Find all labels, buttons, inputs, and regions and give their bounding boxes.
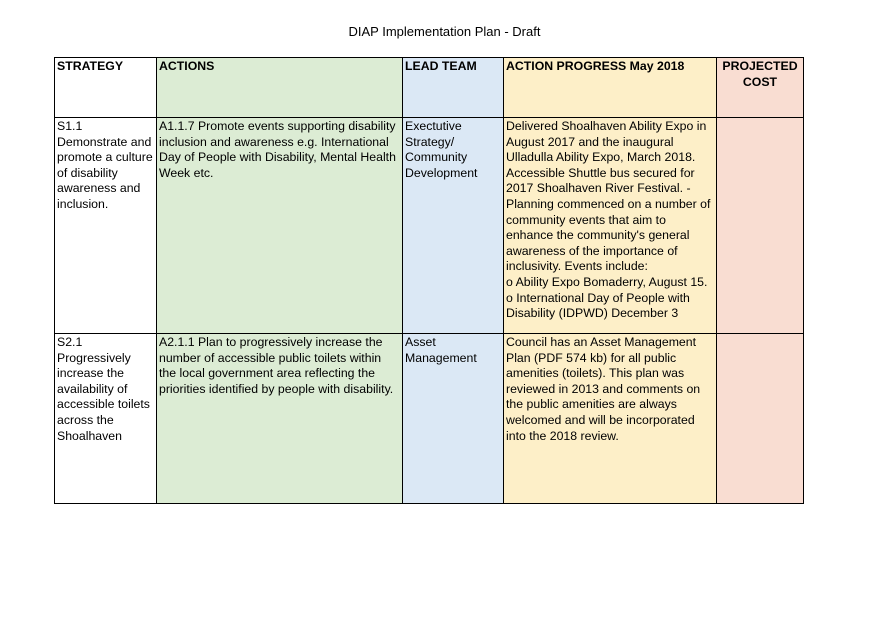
- strategy-cell: S2.1 Progressively increase the availability of accessible toilets across the Shoalhaven: [55, 334, 157, 504]
- progress-bullet: o Ability Expo Bomaderry, August 15.: [506, 274, 708, 289]
- header-actions: ACTIONS: [157, 58, 403, 118]
- lead-team-cell: Asset Management: [403, 334, 504, 504]
- action-cell: A1.1.7 Promote events supporting disability inclusion and awareness e.g. International Day of People with Disability, Mental Health Week etc.: [157, 118, 403, 334]
- progress-cell: [504, 118, 717, 334]
- projected-cost-cell: [717, 334, 804, 504]
- strategy-cell: S1.1 Demonstrate and promote a culture of disability awareness and inclusion.: [55, 118, 157, 334]
- header-lead-team: LEAD TEAM: [403, 58, 504, 118]
- implementation-plan-table: [54, 57, 804, 504]
- projected-cost-cell: [717, 118, 804, 334]
- progress-paragraph: Delivered Shoalhaven Ability Expo in August 2017 and the inaugural Ulladulla Ability Expo, March 2018. Accessible Shuttle bus secured for 2017 Shoalhaven River Festival. - Planning commenced on a number of community events that aim to enhance the community's general awareness of the importance of inclusivity. Events include:: [506, 119, 711, 274]
- progress-cell: [504, 334, 717, 504]
- table-row: [55, 334, 804, 504]
- table-header-row: [55, 58, 804, 118]
- progress-paragraph: Council has an Asset Management Plan (PDF 574 kb) for all public amenities (toilets). This plan was reviewed in 2013 and comments on the public amenities are always welcomed and will be incorporated into the 2018 review.: [506, 335, 701, 443]
- action-cell: A2.1.1 Plan to progressively increase the number of accessible public toilets within the local government area reflecting the priorities identified by people with disability.: [157, 334, 403, 504]
- lead-team-cell: Exectutive Strategy/ Community Development: [403, 118, 504, 334]
- header-strategy: STRATEGY: [55, 58, 157, 118]
- table-row: [55, 118, 804, 334]
- progress-bullet: o International Day of People with Disability (IDPWD) December 3: [506, 290, 690, 321]
- header-projected-cost: PROJECTED COST: [717, 58, 804, 118]
- document-title: DIAP Implementation Plan - Draft: [348, 24, 541, 39]
- header-action-progress: ACTION PROGRESS May 2018: [504, 58, 717, 118]
